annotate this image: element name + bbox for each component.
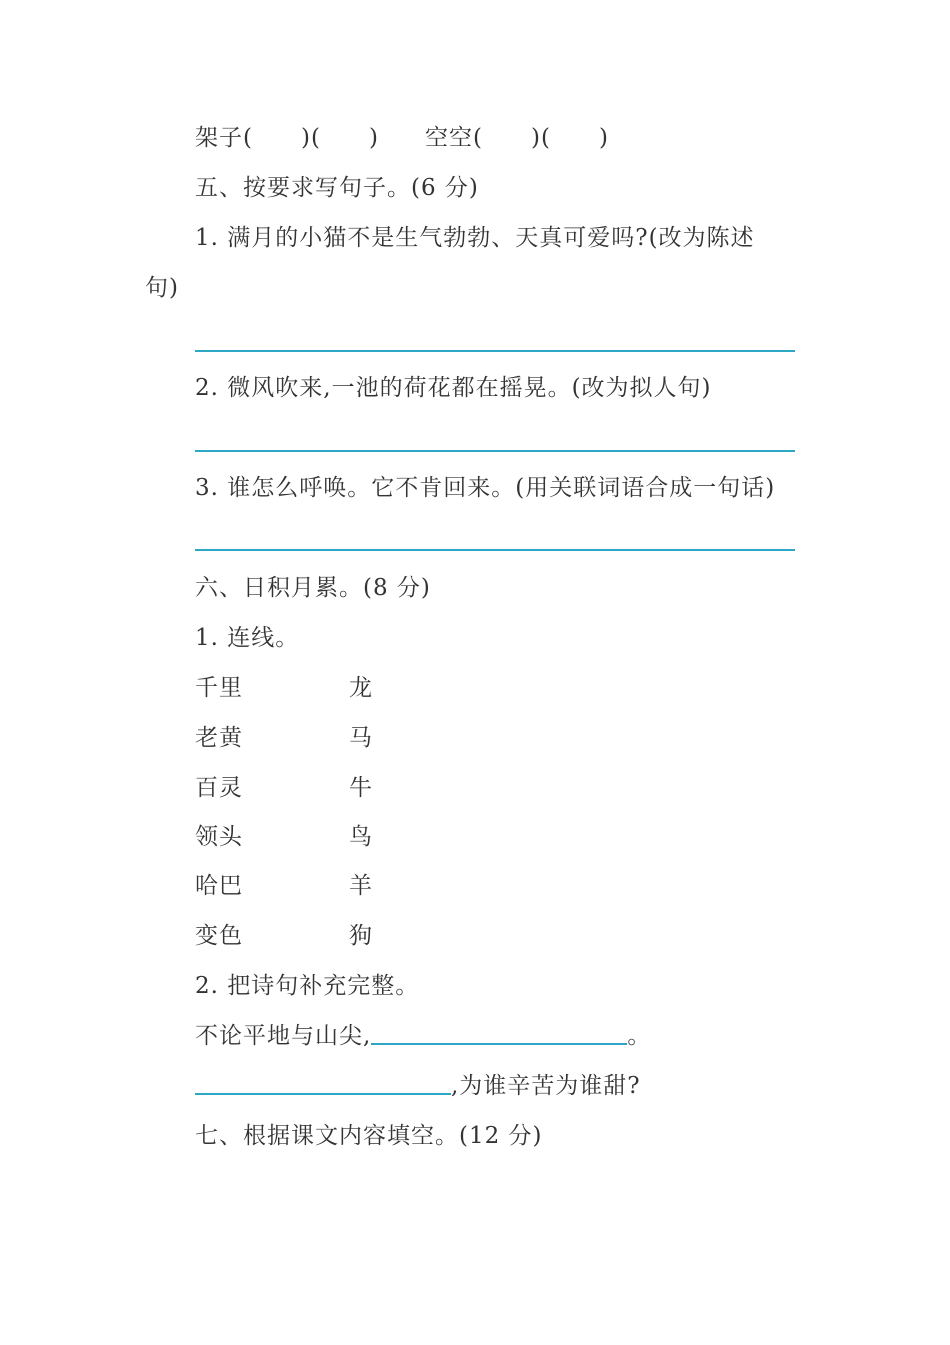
match-right-item[interactable]: 马 [349,725,373,751]
fill-row-jiazi: 架子( )( ) [195,125,379,151]
match-left-item[interactable]: 领头 [195,824,243,850]
section5-title: 五、按要求写句子。(6 分) [195,175,479,201]
word-jiazi: 架子 [195,125,243,151]
match-left-item[interactable]: 变色 [195,923,243,949]
match-right-item[interactable]: 鸟 [349,824,373,850]
match-right-item[interactable]: 牛 [349,775,373,801]
match-left-item[interactable]: 百灵 [195,775,243,801]
answer-line-q1[interactable] [195,350,795,352]
poem-line-1-start: 不论平地与山尖, [195,1023,372,1049]
answer-line-q2[interactable] [195,450,795,452]
poem-blank-1[interactable] [371,1021,627,1045]
section5-q1-wrap: 句) [145,275,179,301]
answer-line-q3[interactable] [195,549,795,551]
poem-line-2 [195,1071,641,1101]
poem-line-1-end: 。 [627,1023,652,1049]
poem-blank-2[interactable] [195,1071,451,1095]
poem-line-1 [195,1021,651,1051]
match-left-item[interactable]: 千里 [195,675,243,701]
match-right-item[interactable]: 羊 [349,873,373,899]
match-left-item[interactable]: 哈巴 [195,873,243,899]
word-kongkong: 空空 [425,125,473,151]
match-left-item[interactable]: 老黄 [195,725,243,751]
fill-row-kongkong: 空空( )( ) [425,125,609,151]
match-right-item[interactable]: 狗 [349,923,373,949]
section6-title: 六、日积月累。(8 分) [195,575,431,601]
poem-line-2-end: ,为谁辛苦为谁甜? [451,1073,641,1099]
section5-q1: 1. 满月的小猫不是生气勃勃、天真可爱吗?(改为陈述 [195,225,755,251]
section6-sub1: 1. 连线。 [195,625,300,651]
section6-sub2: 2. 把诗句补充完整。 [195,973,420,999]
section7-title: 七、根据课文内容填空。(12 分) [195,1123,543,1149]
match-right-item[interactable]: 龙 [349,675,373,701]
section5-q2: 2. 微风吹来,一池的荷花都在摇晃。(改为拟人句) [195,375,712,401]
section5-q3: 3. 谁怎么呼唤。它不肯回来。(用关联词语合成一句话) [195,475,776,501]
